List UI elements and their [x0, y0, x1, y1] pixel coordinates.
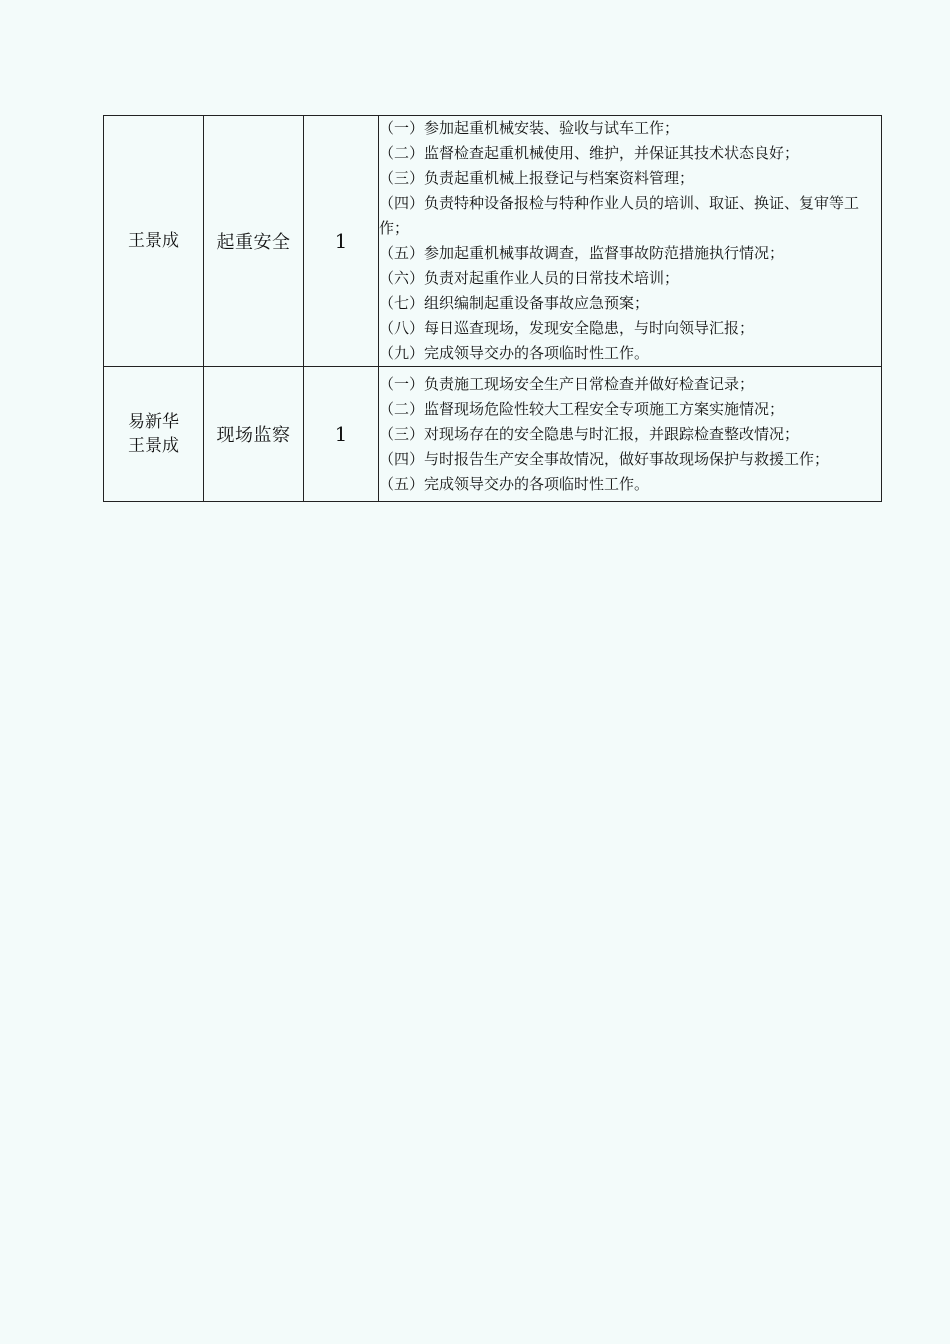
duty-item: （三）对现场存在的安全隐患与时汇报，并跟踪检查整改情况；: [379, 424, 800, 443]
person-name: 王景成: [128, 436, 179, 456]
duty-item: （五）参加起重机械事故调查，监督事故防范措施执行情况；: [379, 244, 785, 262]
count-cell: 1: [304, 367, 379, 502]
table-row: [104, 116, 882, 367]
duty-item: （四）与时报告生产安全事故情况，做好事故现场保护与救援工作；: [379, 449, 830, 468]
duty-item: （六）负责对起重作业人员的日常技术培训；: [379, 269, 680, 287]
table-row: [104, 367, 882, 502]
duties-cell: [379, 116, 882, 367]
duty-item: （四）负责特种设备报检与特种作业人员的培训、取证、换证、复审等工作；: [379, 194, 860, 237]
duty-item: （一）参加起重机械安装、验收与试车工作；: [379, 119, 680, 137]
duty-item: （九）完成领导交办的各项临时性工作。: [379, 344, 650, 362]
duty-item: （一）负责施工现场安全生产日常检查并做好检查记录；: [379, 374, 755, 393]
person-name: 易新华: [128, 412, 179, 432]
duties-cell: [379, 367, 882, 502]
role-cell: 现场监察: [204, 367, 304, 502]
duty-item: （二）监督检查起重机械使用、维护，并保证其技术状态良好；: [379, 144, 800, 162]
duty-item: （二）监督现场危险性较大工程安全专项施工方案实施情况；: [379, 399, 785, 418]
duty-item: （五）完成领导交办的各项临时性工作。: [379, 474, 650, 493]
person-name-cell: [104, 116, 204, 367]
duty-item: （七）组织编制起重设备事故应急预案；: [379, 294, 650, 312]
person-name-cell: [104, 367, 204, 502]
role-cell: 起重安全: [204, 116, 304, 367]
person-name: 王景成: [128, 231, 179, 251]
count-cell: 1: [304, 116, 379, 367]
duty-item: （八）每日巡查现场，发现安全隐患，与时向领导汇报；: [379, 319, 755, 337]
duty-table: [103, 115, 882, 502]
duty-item: （三）负责起重机械上报登记与档案资料管理；: [379, 169, 695, 187]
